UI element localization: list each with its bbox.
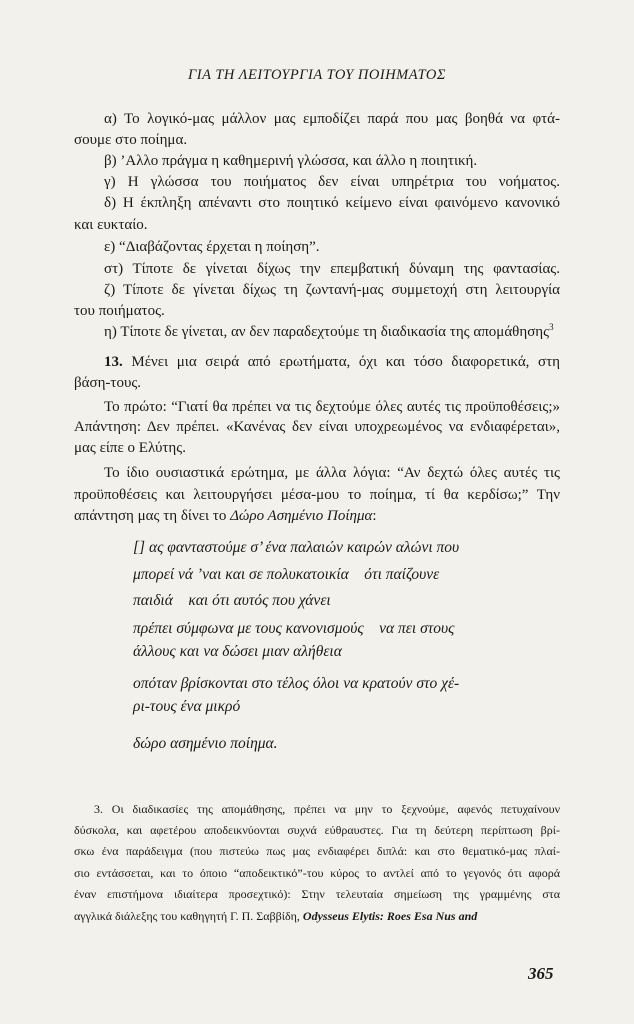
footnote-line: δύσκολα, και αφετέρου αποδεικνύονται συχνά εύθραυστες. Για τη δεύτερη περίπτωση βρί- [74,823,560,837]
list-item-eta-text: η) Τίποτε δε γίνεται, αν δεν παραδεχτούμε τη διαδικασία της απομάθησης [104,324,550,340]
poem-title: Δώρο Ασημένιο Ποίημα [230,508,373,524]
footnote-line: 3. Οι διαδικασίες της απομάθησης, πρέπει να μην το ξεχνούμε, αφενός πετυχαίνουν [94,802,560,816]
footnote-reference: 3 [549,322,554,332]
list-item-zeta: ζ) Τίποτε δε γίνεται δίχως τη ζωντανή-μας συμμετοχή στη λειτουργία [104,282,560,298]
list-item-alpha-cont: σουμε στο ποίημα. [74,132,188,148]
footnote-line: σιο εντάσσεται, και το όποιο “αποδεικτικό”-του κύρος το αντλεί από το γεγονός ότι αφορά [74,866,560,880]
list-item-eta [104,323,560,341]
section-line: προϋποθέσεις και λειτουργήσει μέσα-μου το ποίημα, τί θα κερδίσω;” Την [74,487,560,503]
list-item-gamma: γ) Η γλώσσα του ποιήματος δεν είναι υπηρέτρια του νοήματος. [104,174,560,190]
poem-line: οπόταν βρίσκονται στο τέλος όλοι να κρατούν στο χέ- [133,675,460,692]
list-item-beta: β) ’Αλλο πράγμα η καθημερινή γλώσσα, και άλλο η ποιητική. [104,153,478,169]
section-number: 13. [104,354,123,370]
list-item-zeta-cont: του ποιήματος. [74,303,165,319]
list-item-st: στ) Τίποτε δε γίνεται δίχως την επεμβατική δύναμη της φαντασίας. [104,261,560,277]
list-item-epsilon: ε) “Διαβάζοντας έρχεται η ποίηση”. [104,239,320,255]
section-line [74,507,560,525]
poem-line: [] ας φανταστούμε σ’ ένα παλαιών καιρών αλώνι που [133,539,460,556]
poem-line: μπορεί νά ’ναι και σε πολυκατοικία ότι παίζουνε [133,566,440,583]
footnote-line [74,908,560,924]
poem-line: ρι-τους ένα μικρό [133,698,241,715]
list-item-delta: δ) Η έκπληξη απέναντι στο ποιητικό κείμενο είναι φαινόμενο κανονικό [104,195,560,211]
section-line: μας είπε ο Ελύτης. [74,440,186,456]
section-line: Το ίδιο ουσιαστικά ερώτημα, με άλλα λόγια: “Αν δεχτώ όλες αυτές τις [104,465,560,481]
cited-title: Odysseus Elytis: Roes Esa Nus and [302,909,478,923]
poem-line: πρέπει σύμφωνα με τους κανονισμούς να πει στους [133,620,455,637]
list-item-alpha: α) Το λογικό-μας μάλλον μας εμποδίζει παρά που μας βοηθά να φτά- [104,111,560,127]
footnote-text: αγγλικά διάλεξης του καθηγητή Γ. Π. Σαββίδη, [74,909,303,923]
footnote-line: σκω ένα παράδειγμα (που πιστεύω πως μας ενδιαφέρει διπλά: και στο θεματικό-μας πλαί- [74,844,560,858]
section-text: Μένει μια σειρά από ερωτήματα, όχι και τόσο διαφορετικά, στη [131,354,561,370]
section-line: βάση-τους. [74,375,142,391]
list-item-delta-cont: και ευκταίο. [74,217,148,233]
poem-line: άλλους και να δώσει μιαν αλήθεια [133,643,342,660]
poem-line: παιδιά και ότι αυτός που χάνει [133,592,331,609]
colon: : [372,508,377,524]
footnote-line: έναν επιστήμονα ιδιαίτερα προσεχτικό): Στην τελευταία σημείωση της γραμμένης στα [74,887,560,901]
section-text: απάντηση μας τη δίνει το [74,508,231,524]
poem-line: δώρο ασημένιο ποίημα. [133,735,278,752]
section-line: Απάντηση: Δεν πρέπει. «Κανένας δεν είναι υποχρεωμένος να ενδιαφέρεται», [74,419,560,435]
section-line: Το πρώτο: “Γιατί θα πρέπει να τις δεχτούμε όλες αυτές τις προϋποθέσεις;» [104,399,560,415]
section-13-line [104,353,560,371]
running-header: ΓΙΑ ΤΗ ΛΕΙΤΟΥΡΓΙΑ ΤΟΥ ΠΟΙΗΜΑΤΟΣ [188,67,446,83]
page-number: 365 [528,964,554,983]
